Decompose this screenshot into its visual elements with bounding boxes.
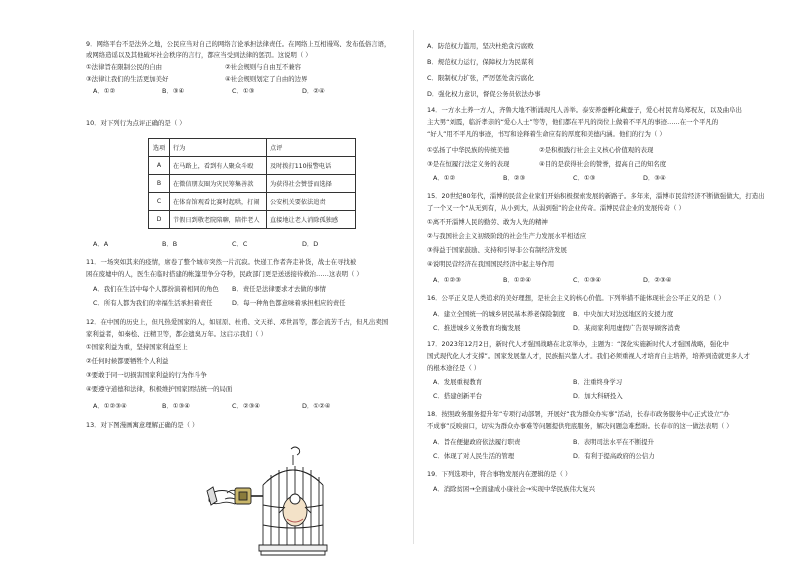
q10-stem: 10．对下列行为点评正确的是（ ） bbox=[86, 119, 186, 127]
q18-option-a: A．旨在便捷政府依法履行职责 bbox=[433, 438, 521, 446]
q15-stem-line1: 15．20世纪80年代，淄博的民营企业家们开始积极探索发展的新路子。多年来，淄博市民营经济不断做强做大，打造出 bbox=[427, 192, 765, 200]
q18-option-c: C．体现了对人民生活的管理 bbox=[433, 452, 515, 460]
q18-stem-line2: 不成事”反映窗口，切实为群众办事难等问题提供兜底服务，解决问题急难愁盼。长春市的这一做法表明（ ） bbox=[427, 422, 733, 430]
q9-statement-4: ④社会规则划定了自由的边界 bbox=[225, 75, 308, 83]
table-row bbox=[149, 193, 356, 211]
table-cell: B bbox=[149, 175, 170, 193]
q15-option-b: B．①②④ bbox=[503, 276, 531, 284]
q9-stem-line1: 9．网络平台不是法外之地，公民应当对自己的网络言论承担法律责任。在网络上互相谩骂、发布低俗言语， bbox=[86, 40, 391, 48]
table-cell: 直接地让老人消除孤独感 bbox=[267, 211, 356, 229]
q15-option-c: C．①③④ bbox=[573, 276, 602, 284]
q11-stem-line1: 11．一场突如其来的疫情，席卷了整个城市突然一片沉寂。快递工作者奔走补货，战士在寻找被 bbox=[86, 258, 357, 266]
table-row bbox=[149, 175, 356, 193]
q13-option-c: C．限制权力扩张，严厉惩处贪污腐化 bbox=[427, 74, 534, 82]
q14-statement-3: ③是在恒履行法定义务的表现 bbox=[427, 160, 510, 168]
table-cell: 为获得社会赞誉而选择 bbox=[267, 175, 356, 193]
q12-option-c: C．②③④ bbox=[232, 402, 261, 410]
table-cell: 在马路上，看到有人聚众斗殴 bbox=[170, 157, 267, 175]
q10-option-b: B．B bbox=[162, 240, 178, 248]
q17-stem-line3: 的根本途径是（ ） bbox=[427, 364, 481, 372]
q10-table bbox=[148, 138, 356, 229]
q14-stem-line1: 14．一方水土养一方人，齐鲁大地不断涌现凡人善举。泰安养蚕孵化藏蚕子，爱心村民青岛郑祝友，以及曲阜出 bbox=[427, 106, 742, 114]
q17-stem-line2: 国式现代化人才支撑”。国家发展靠人才，民族振兴靠人才。我们必须重视人才培育自主培养，培养到造就更多人才 bbox=[427, 352, 750, 360]
q12-statement-1: ①国家利益为重，坚持国家利益至上 bbox=[86, 343, 188, 351]
q14-statement-2: ②是积极践行社会主义核心价值观的表现 bbox=[539, 146, 654, 154]
table-row bbox=[149, 211, 356, 229]
q9-statement-2: ②社会规则与自由互不兼容 bbox=[225, 63, 302, 71]
q16-stem: 16．公平正义是人类追求的美好理想，是社会主义的核心价值。下列举措不能体现社会公平正义的是（ ） bbox=[427, 294, 725, 302]
q9-option-b: B．③④ bbox=[162, 87, 185, 95]
q15-statement-3: ③得益于国家鼓励、支持和引导非公有制经济发展 bbox=[427, 246, 567, 254]
q16-option-a: A．建立全国统一的城乡居民基本养老保险制度 bbox=[433, 310, 566, 318]
q17-stem-line1: 17．2023年12月2日，新时代人才强国战略在北京举办，主题为：“深化实施新时代人才强国战略，强化中 bbox=[427, 340, 729, 348]
q9-stem-line2: 或网络造谣以及其他破坏社会秩序的言行，都应当受到法律的惩罚。这说明（ ） bbox=[86, 51, 312, 59]
q11-stem-line2: 困在废墟中的人，医生在临时搭建的帐篷里争分夺秒，民政部门更是送送接待救治……这表明（ ） bbox=[86, 270, 363, 278]
q10-option-d: D．D bbox=[302, 240, 319, 248]
q11-option-c: C．所有人都为我们的幸福生活承担着责任 bbox=[93, 299, 213, 307]
table-cell: 及时拨打110报警电话 bbox=[267, 157, 356, 175]
table-header-row bbox=[149, 139, 356, 157]
table-header-cell: 选项 bbox=[149, 139, 170, 157]
right-column bbox=[397, 0, 794, 562]
q9-option-c: C．①③ bbox=[232, 87, 255, 95]
table-cell: 公安机关要依法追责 bbox=[267, 193, 356, 211]
q14-statement-1: ①弘扬了中华民族的传统美德 bbox=[427, 146, 510, 154]
q18-option-b: B．表明司法水平在不断提升 bbox=[573, 438, 655, 446]
q13-option-d: D．强化权力意识，督促公务员依法办事 bbox=[427, 90, 541, 98]
q14-stem-line3: “好人”用不平凡的事迹，书写和诠释着生命应有的厚度和美德内涵。他们的行为（ ） bbox=[427, 130, 666, 138]
table-cell: 在微信朋友圈为灾民筹集善款 bbox=[170, 175, 267, 193]
q13-option-b: B．规范权力运行，保障权力为民谋利 bbox=[427, 58, 534, 66]
q13-option-a: A．防范权力滥用，坚决杜绝贪污腐败 bbox=[427, 42, 534, 50]
q12-statement-4: ④要遵守道德和法律，积极维护国家团结统一的局面 bbox=[86, 385, 233, 393]
q11-option-b: B．责任是法律要求才去做的事情 bbox=[232, 285, 326, 293]
table-cell: D bbox=[149, 211, 170, 229]
table-cell: C bbox=[149, 193, 170, 211]
table-cell: 在体育馆观看比赛时起哄，打闹 bbox=[170, 193, 267, 211]
q16-option-b: B．中央加大对边远地区的支援力度 bbox=[573, 310, 674, 318]
q11-option-d: D．每一种角色都意味着承担相应的责任 bbox=[232, 299, 346, 307]
q9-statement-1: ①法律旨在限制公民的自由 bbox=[86, 63, 163, 71]
q12-statement-2: ②任何时候都要牺牲个人利益 bbox=[86, 357, 169, 365]
q15-stem-line2: 了一个又一个“从无到有，从小到大，从弱到强”的企业传奇。淄博民营企业的发展传奇（ ） bbox=[427, 204, 685, 212]
q17-option-d: D．加大科研投入 bbox=[573, 392, 623, 400]
q10-option-a: A．A bbox=[93, 240, 109, 248]
q18-stem-line1: 18．按照政务服务提升年“专项行动部署，开展好“我为群众办实事”活动，长春市政务服务中心正式设立“办 bbox=[427, 410, 730, 418]
q17-option-b: B．注重终身学习 bbox=[573, 378, 623, 386]
q15-option-d: D．②③④ bbox=[643, 276, 672, 284]
table-row bbox=[149, 157, 356, 175]
q12-stem-line1: 12．在中国的历史上，但凡热爱国家的人，如屈原、杜甫、文天祥、邓世昌等，都会流芳千古，但凡出卖国 bbox=[86, 318, 389, 326]
q12-stem-line2: 家利益者，如秦桧、汪精卫等，都会遗臭万年。这启示我们（ ） bbox=[86, 330, 267, 338]
q18-option-d: D．有利于提高政府的公信力 bbox=[573, 452, 655, 460]
q12-statement-3: ③要敢于同一切损害国家利益的行为作斗争 bbox=[86, 371, 207, 379]
q13-cartoon-cage-illustration bbox=[205, 445, 330, 557]
q19-option-a: A．消除贫困→全面建成小康社会→实现中华民族伟大复兴 bbox=[433, 485, 596, 493]
q15-option-a: A．①②③ bbox=[433, 276, 461, 284]
q17-option-c: C．搭建创新平台 bbox=[433, 392, 483, 400]
table-cell: 节假日到敬老院陪聊，陪伴老人 bbox=[170, 211, 267, 229]
q15-statement-1: ①离不开淄博人民的勤劳、敢为人先的精神 bbox=[427, 218, 548, 226]
q16-option-c: C．推进城乡义务教育均衡发展 bbox=[433, 324, 521, 332]
q17-option-a: A．发展重视教育 bbox=[433, 378, 483, 386]
q14-statement-4: ④目的是获得社会的赞誉，提高自己的知名度 bbox=[539, 160, 667, 168]
q12-option-a: A．①②③④ bbox=[93, 402, 127, 410]
q14-option-c: C．①③ bbox=[573, 174, 596, 182]
q10-option-c: C．C bbox=[232, 240, 248, 248]
q12-option-d: D．①②④ bbox=[302, 402, 331, 410]
q15-statement-4: ④说明民营经济在我国国民经济中起主导作用 bbox=[427, 260, 555, 268]
q16-option-d: D．某商家利用虚假广告误导顾客消费 bbox=[573, 324, 681, 332]
table-cell: A bbox=[149, 157, 170, 175]
q14-stem-line2: 主大男“刘霞，临沂孝亲的“爱心人士”等等，他们都在平凡的岗位上做着不平凡的事迹……在一个平凡的 bbox=[427, 118, 719, 126]
q14-option-a: A．①② bbox=[433, 174, 456, 182]
q12-option-b: B．①③④ bbox=[162, 402, 190, 410]
q9-statement-3: ③法律让我们的生活更加美好 bbox=[86, 75, 169, 83]
q15-statement-2: ②与我国社会主义初级阶段的社会生产力发展水平相适应 bbox=[427, 232, 587, 240]
q14-option-d: D．③④ bbox=[643, 174, 666, 182]
q11-option-a: A．我们在生活中每个人都扮演着相同的角色 bbox=[93, 285, 219, 293]
q9-option-a: A．①② bbox=[93, 87, 116, 95]
q19-stem: 19．下列选项中，符合事物发展内在逻辑的是（ ） bbox=[427, 470, 572, 478]
q13-stem: 13．对下图漫画寓意理解正确的是（ ） bbox=[86, 421, 199, 429]
table-header-cell: 行为 bbox=[170, 139, 267, 157]
q14-option-b: B．②③ bbox=[503, 174, 526, 182]
q9-option-d: D．②④ bbox=[302, 87, 325, 95]
table-header-cell: 点评 bbox=[267, 139, 356, 157]
